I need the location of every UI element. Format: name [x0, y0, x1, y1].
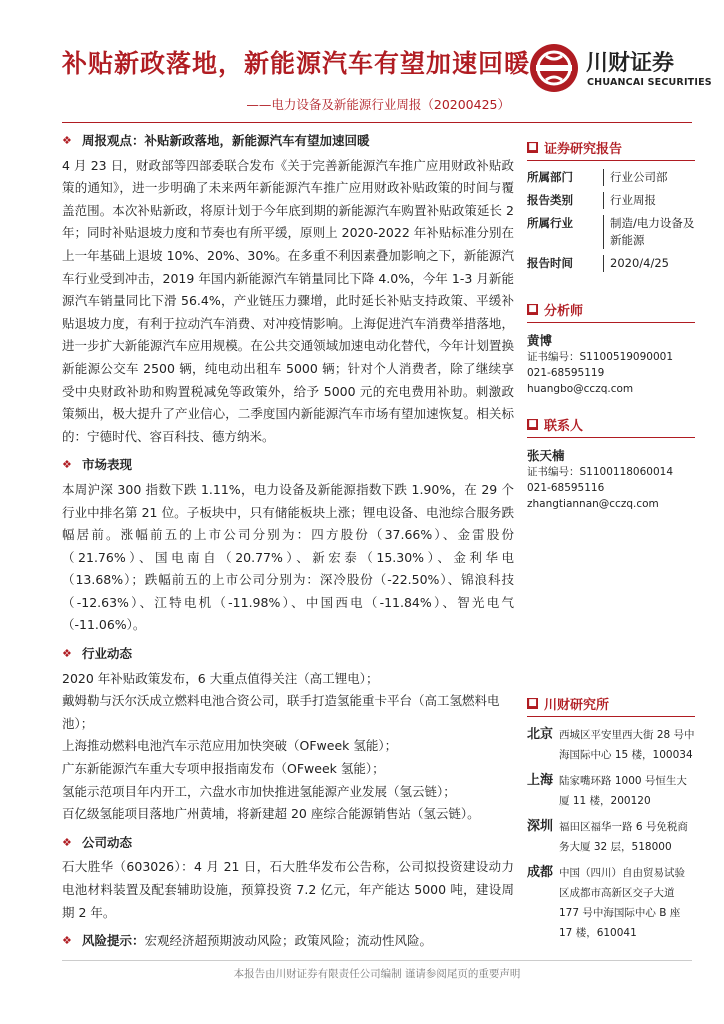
office-city: 北京 [527, 727, 554, 742]
industry-news-item: 戴姆勒与沃尔沃成立燃料电池合资公司，联手打造氢能重卡平台（高工氢燃料电池）； [62, 693, 500, 731]
analyst-card [527, 331, 695, 397]
chuancai-logo-icon [528, 42, 580, 94]
industry-news-item: 氢能示范项目年内开工，六盘水市加快推进氢能源产业发展（氢云链）； [62, 783, 456, 799]
section-heading [62, 643, 514, 666]
industry-news-item: 2020 年补贴政策发布，6 大重点值得关注（高工锂电）； [62, 670, 379, 686]
info-key: 所属部门 [527, 170, 573, 184]
diamond-bullet-icon: ❖ [62, 934, 72, 948]
info-key: 报告时间 [527, 256, 573, 270]
office-city: 上海 [527, 773, 554, 788]
risk-text: 宏观经济超预期波动风险；政策风险；流动性风险。 [144, 933, 433, 949]
square-bullet-icon: ■ [528, 419, 537, 429]
info-value: 2020/4/25 [603, 255, 695, 272]
office-address [527, 771, 695, 811]
analyst-cert: 证书编号：S1100519090001 [527, 351, 674, 363]
info-value: 行业公司部 [603, 169, 695, 186]
risk-line [62, 930, 514, 953]
office-address [527, 863, 695, 943]
office-addr: 中国（四川）自由贸易试验区成都市高新区交子大道 177 号中海国际中心 B 座 17 楼，610041 [559, 867, 685, 939]
section-title-company: 公司动态 [82, 834, 133, 850]
info-row [527, 169, 695, 186]
office-address [527, 725, 695, 765]
sidebar [527, 138, 695, 949]
industry-news-item: 广东新能源汽车重大专项申报指南发布（OFweek 氢能）； [62, 761, 385, 777]
footer-disclaimer: 本报告由川财证券有限责任公司编制 谨请参阅尾页的重要声明 [233, 968, 521, 980]
square-bullet-icon: ■ [528, 304, 537, 314]
diamond-bullet-icon: ❖ [62, 835, 72, 849]
company-logo [524, 40, 712, 98]
report-subtitle: ——电力设备及新能源行业周报（20200425） [246, 97, 510, 112]
info-row [527, 255, 695, 272]
contact-card [527, 446, 695, 512]
office-addr: 西城区平安里西大街 28 号中海国际中心 15 楼，100034 [559, 729, 695, 761]
logo-text-cn: 川财证券 [586, 51, 675, 76]
view-paragraph: 4 月 23 日，财政部等四部委联合发布《关于完善新能源汽车推广应用财政补贴政策的通知》，进一步明确了未来两年新能源汽车推广应用财政补贴政策的时间与覆盖范围。本次补贴新政，将原计划于今年底到期的新能源汽车购置补贴政策延长 2 年；同时补贴退坡力度和节奏也有所平缓，原则上 2020-2022 年补贴标准分别在上一年基础上退坡 10%、20%、30%。在多重不利因素叠加影响之下，新能源汽车行业受到冲击，2019 年国内新能源汽车销量同比下降 4.0%，今年 1-3 月新能源汽车销量同比下滑 56.4%，产业链压力骤增，此时延长补贴支持政策、平缓补贴退坡力度，有利于拉动汽车消费、对冲疫情影响。上海促进汽车消费举措落地，进一步扩大新能源汽车应用规模。在公共交通领域加速电动化替代，今年计划置换新能源公交车 2500 辆，纯电动出租车 5000 辆；针对个人消费者，除了继续享受中央财政补助和购置税减免等政策外，给予 5000 元的充电费用补助。刺激政策频出，极大提升了产业信心，二季度国内新能源汽车市场有望加速恢复。相关标的：宁德时代、容百科技、德方纳米。 [62, 157, 514, 444]
section-heading [62, 454, 514, 477]
diamond-bullet-icon: ❖ [62, 134, 72, 147]
square-bullet-icon: ■ [528, 142, 537, 152]
info-key: 报告类别 [527, 193, 573, 207]
office-addr: 陆家嘴环路 1000 号恒生大厦 11 楼，200120 [559, 775, 687, 807]
analyst-phone: 021-68595119 [527, 367, 605, 379]
sidebar-heading [527, 138, 695, 161]
risk-label: 风险提示： [82, 933, 145, 949]
analyst-name: 黄博 [527, 333, 553, 348]
industry-news-item: 百亿级氢能项目落地广州黄埔，将新建超 20 座综合能源销售站（氢云链）。 [62, 806, 480, 822]
contact-title: 联系人 [544, 419, 584, 434]
contact-cert: 证书编号：S1100118060014 [527, 466, 674, 478]
office-city: 成都 [527, 865, 554, 880]
section-title-market: 市场表现 [82, 457, 133, 473]
contact-phone: 021-68595116 [527, 482, 605, 494]
info-row [527, 215, 695, 249]
market-paragraph: 本周沪深 300 指数下跌 1.11%，电力设备及新能源指数下跌 1.90%，在 29 个行业中排名第 21 位。子板块中，只有储能板块上涨；锂电设备、电池综合服务跌幅居前。涨幅前五的上市公司分别为：四方股份（37.66%）、金雷股份（21.76%）、国电南自（20.77%）、新宏泰（15.30%）、金利华电（13.68%）；跌幅前五的上市公司分别为：深冷股份（-22.50%）、锦浪科技（-12.63%）、江特电机（-11.98%）、中国西电（-11.84%）、智光电气（-11.06%）。 [62, 481, 514, 633]
sidebar-heading [527, 415, 695, 438]
section-title-industry: 行业动态 [82, 646, 133, 662]
contact-email[interactable]: zhangtiannan@cczq.com [527, 498, 659, 510]
info-value: 制造/电力设备及新能源 [603, 215, 695, 249]
header-divider [62, 122, 692, 123]
logo-text-en: CHUANCAI SECURITIES [587, 77, 712, 88]
diamond-bullet-icon: ❖ [62, 647, 72, 661]
institute-title: 川财研究所 [544, 698, 610, 713]
footer-divider [62, 960, 692, 961]
sidebar-heading [527, 300, 695, 323]
info-row [527, 192, 695, 209]
diamond-bullet-icon: ❖ [62, 458, 72, 472]
section-heading [62, 130, 514, 153]
section-heading [62, 832, 514, 855]
report-title: 补贴新政落地，新能源汽车有望加速回暖 [62, 49, 531, 78]
contact-name: 张天楠 [527, 448, 565, 463]
company-paragraph: 石大胜华（603026）：4 月 21 日，石大胜华发布公告称，公司拟投资建设动力电池材料装置及配套辅助设施，预算投资 7.2 亿元，年产能达 5000 吨，建设周期 2 年。 [62, 859, 514, 920]
office-city: 深圳 [527, 819, 554, 834]
info-value: 行业周报 [603, 192, 695, 209]
sidebar-heading [527, 694, 695, 717]
analyst-title: 分析师 [544, 304, 584, 319]
analyst-email[interactable]: huangbo@cczq.com [527, 383, 634, 395]
section-title-view: 周报观点：补贴新政落地，新能源汽车有望加速回暖 [82, 133, 370, 148]
office-address [527, 817, 695, 857]
industry-news-item: 上海推动燃料电池汽车示范应用加快突破（OFweek 氢能）； [62, 738, 398, 754]
report-info-title: 证券研究报告 [544, 142, 623, 157]
square-bullet-icon: ■ [528, 698, 537, 708]
office-addr: 福田区福华一路 6 号免税商务大厦 32 层，518000 [559, 821, 688, 853]
main-content [62, 128, 514, 953]
info-key: 所属行业 [527, 216, 573, 230]
